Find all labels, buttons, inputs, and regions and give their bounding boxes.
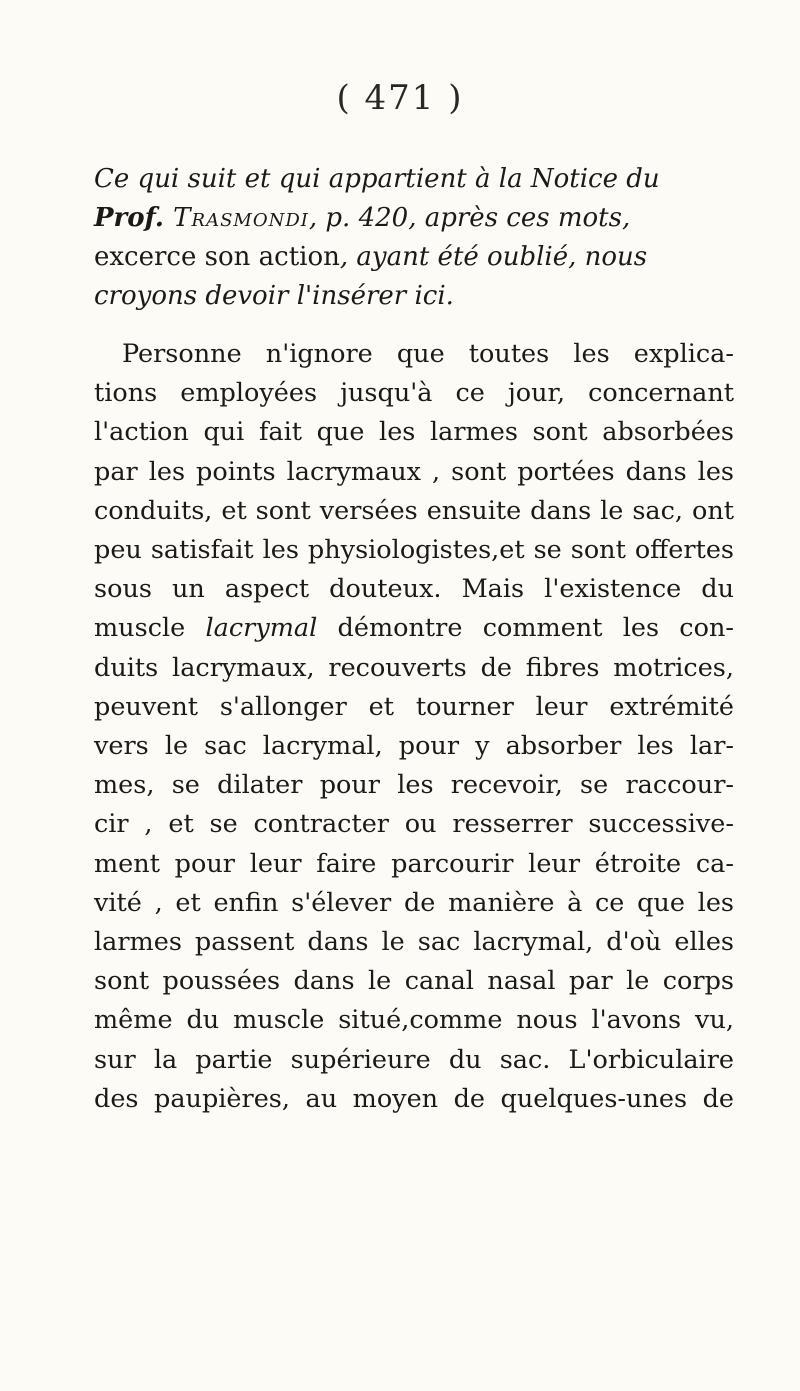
body-paragraph [94, 335, 734, 1119]
editorial-note [94, 160, 734, 316]
text-line: tions employées jusqu'à ce jour, concernant [94, 378, 734, 409]
text-line: sont poussées dans le canal nasal par le corps [94, 966, 734, 997]
text-line: mes, se dilater pour les recevoir, se raccour- [94, 770, 734, 801]
text-line: vers le sac lacrymal, pour y absorber les lar- [94, 731, 734, 762]
note-text: , p. 420, après ces mots, [308, 203, 631, 233]
note-text: Ce qui suit et qui appartient à la [94, 164, 531, 194]
italic-term: lacrymal [205, 613, 318, 644]
text-line: même du muscle situé,comme nous l'avons vu, [94, 1005, 734, 1036]
note-text: , ayant été oublié, nous [339, 242, 648, 272]
page-number: ( 471 ) [336, 78, 464, 118]
text-line: sur la partie supérieure du sac. L'orbiculaire [94, 1044, 734, 1075]
text-run: muscle [94, 613, 206, 644]
text-line: ment pour leur faire parcourir leur étroite ca- [94, 848, 734, 879]
text-run: démontre comment les con- [317, 613, 734, 644]
quoted-words: excerce son action [94, 242, 340, 272]
author-name: Trasmondi [163, 203, 309, 233]
text-line: cir , et se contracter ou resserrer successive- [94, 809, 734, 840]
text-line: Personne n'ignore que toutes les explica- [122, 339, 734, 369]
text-line [94, 609, 734, 648]
text-line: l'action qui fait que les larmes sont absorbées [94, 417, 734, 448]
text-line: peu satisfait les physiologistes,et se sont offertes [94, 535, 734, 566]
text-line: duits lacrymaux, recouverts de fibres motrices, [94, 652, 734, 683]
text-line: conduits, et sont versées ensuite dans le sac, ont [94, 495, 734, 526]
note-line [94, 238, 734, 277]
text-line: peuvent s'allonger et tourner leur extrémité [94, 691, 734, 722]
note-text: Prof. [94, 203, 164, 233]
text-line: larmes passent dans le sac lacrymal, d'où elles [94, 927, 734, 958]
text-line: par les points lacrymaux , sont portées dans les [94, 456, 734, 487]
note-line [94, 160, 734, 199]
text-line: vité , et enfin s'élever de manière à ce que les [94, 887, 734, 918]
text-line: sous un aspect douteux. Mais l'existence du [94, 574, 734, 605]
note-text: Notice du [530, 164, 660, 194]
text-line: des paupières, au moyen de quelques-unes de [94, 1083, 734, 1114]
note-line: croyons devoir l'insérer ici. [94, 281, 454, 311]
note-line [94, 199, 734, 238]
